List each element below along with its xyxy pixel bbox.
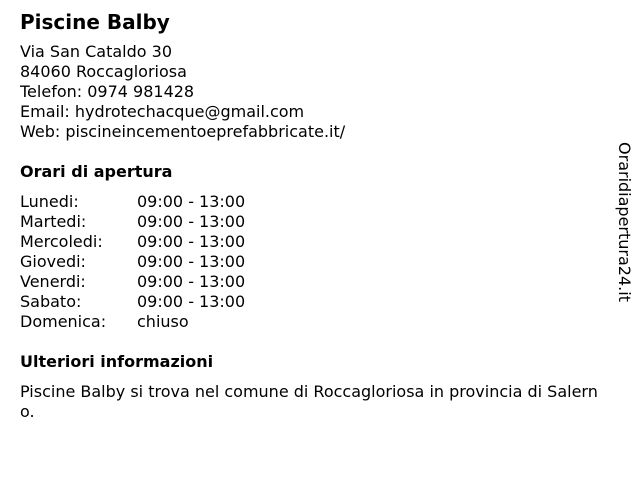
day-tuesday: Martedi:	[20, 212, 87, 231]
hours-tuesday: 09:00 - 13:00	[137, 212, 246, 231]
website-line: Web: piscineincementoeprefabbricate.it/	[20, 122, 346, 141]
address-street: Via San Cataldo 30	[20, 42, 173, 61]
address-city: 84060 Roccagloriosa	[20, 62, 187, 81]
phone-line: Telefon: 0974 981428	[20, 82, 195, 101]
business-card	[20, 10, 600, 422]
more-info-text: Piscine Balby si trova nel comune di Roccagloriosa in provincia di Salerno.	[20, 382, 598, 421]
hours-monday: 09:00 - 13:00	[137, 192, 246, 211]
opening-hours-table	[20, 192, 600, 332]
hours-wednesday: 09:00 - 13:00	[137, 232, 246, 251]
more-info-heading: Ulteriori informazioni	[20, 352, 214, 371]
day-thursday: Giovedi:	[20, 252, 86, 271]
contact-block	[20, 42, 600, 142]
opening-hours-heading: Orari di apertura	[20, 162, 173, 181]
hours-friday: 09:00 - 13:00	[137, 272, 246, 291]
hours-thursday: 09:00 - 13:00	[137, 252, 246, 271]
hours-sunday: chiuso	[137, 312, 189, 331]
business-name: Piscine Balby	[20, 10, 170, 34]
day-friday: Venerdi:	[20, 272, 86, 291]
site-watermark: Oraridiapertura24.it	[615, 142, 634, 302]
day-monday: Lunedi:	[20, 192, 79, 211]
email-line: Email: hydrotechacque@gmail.com	[20, 102, 305, 121]
hours-saturday: 09:00 - 13:00	[137, 292, 246, 311]
day-saturday: Sabato:	[20, 292, 82, 311]
day-wednesday: Mercoledi:	[20, 232, 103, 251]
day-sunday: Domenica:	[20, 312, 107, 331]
